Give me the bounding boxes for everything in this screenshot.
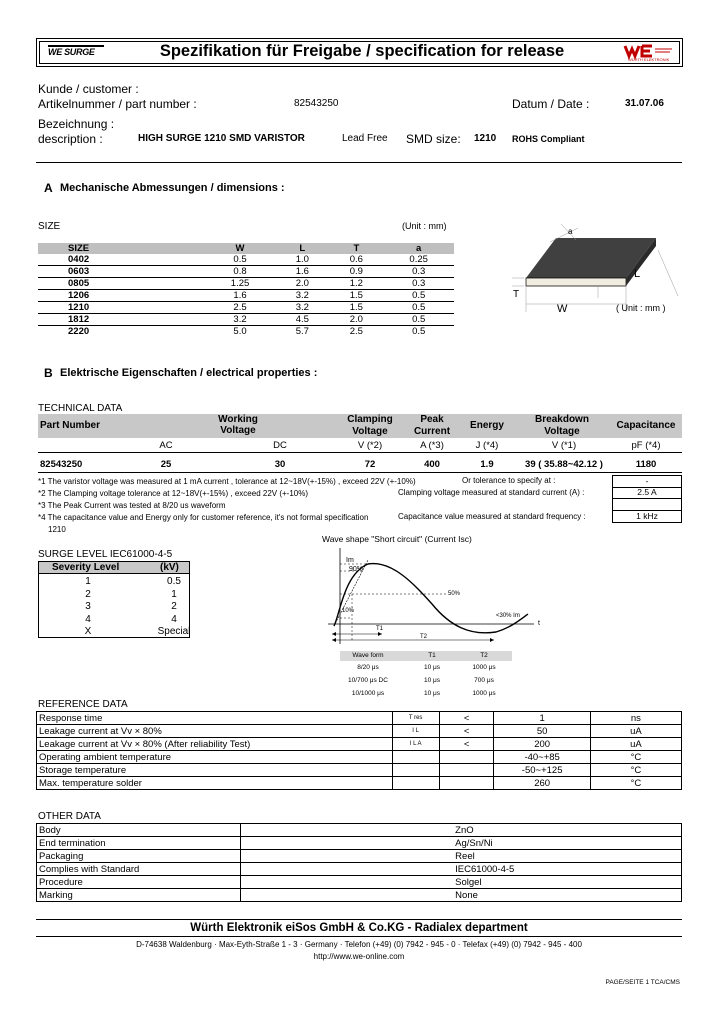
dim-cell: 1.25 [205,278,276,290]
unit-label: (Unit : mm) [402,221,447,231]
right-note-label: Clamping voltage measured at standard current (A) : [398,488,585,497]
lead-free-text: Lead Free [342,133,388,144]
date-label: Datum / Date : [512,97,590,111]
reference-cell: 260 [494,777,590,790]
tech-value-cell: 82543250 [40,459,83,470]
dim-cell: 1210 [38,302,205,314]
rohs-text: ROHS Compliant [512,134,585,144]
tech-units-line [38,452,682,453]
wave-30im: <30% Im [496,613,520,619]
reference-row [37,751,682,764]
tech-note: *4 The capacitance value and Energy only for customer reference, it's not formal specification [38,513,369,522]
section-a-letter: A [44,181,53,195]
surge-level-cell: 3 [85,601,91,612]
reference-cell: Response time [37,712,393,725]
hdr-working-voltage: Working Voltage [218,414,258,436]
hdr-peak-current: Peak Current [413,414,451,437]
dim-cell: 2.5 [329,326,383,338]
dim-header: SIZE [38,243,205,254]
reference-cell: -50~+125 [494,764,590,777]
dim-cell: 1206 [38,290,205,302]
wave-table-cell: 10/1000 μs [351,690,385,697]
tech-unit-cell: A (*3) [420,440,444,451]
dim-header: T [329,243,383,254]
wave-t1: T1 [376,626,384,632]
dim-header: a [383,243,454,254]
reference-cell: uA [590,725,681,738]
reference-cell: < [439,738,494,751]
wave-t: t [538,620,540,627]
reference-cell: < [439,725,494,738]
date-value: 31.07.06 [625,98,664,109]
dim-cell: 4.5 [275,314,329,326]
separator [36,162,682,163]
surge-hdr-kv: (kV) [160,562,179,573]
tech-unit-cell: DC [273,440,287,451]
part-number-label: Artikelnummer / part number : [38,97,197,111]
other-label-cell: Procedure [37,876,241,889]
dim-header: L [275,243,329,254]
other-row [37,876,682,889]
reference-row [37,725,682,738]
surge-level-label: SURGE LEVEL IEC61000-4-5 [38,549,173,560]
other-table [36,823,682,902]
dim-t-label: T [513,289,520,300]
tech-unit-cell: pF (*4) [631,440,661,451]
surge-level-cell: 1 [85,576,91,587]
reference-cell: °C [590,751,681,764]
footer-separator [36,919,682,920]
wave-50: 50% [448,591,461,597]
wave-table-cell: 10 μs [423,664,441,671]
right-note-label: Capacitance value measured at standard frequency : [398,512,586,521]
wave-table-cell: 1000 μs [472,690,496,697]
other-data-label: OTHER DATA [38,811,101,822]
smd-size-label: SMD size: [406,132,461,146]
dim-l-label: L [634,268,641,280]
dim-cell: 1.2 [329,278,383,290]
reference-table [36,711,682,790]
reference-cell: Storage temperature [37,764,393,777]
hdr-breakdown-voltage: Breakdown Voltage [535,414,589,437]
dim-cell: 1.5 [329,290,383,302]
surge-hdr-level: Severity Level [52,562,120,573]
surge-kv-cell: 0.5 [167,576,181,587]
reference-row [37,777,682,790]
section-b-letter: B [44,366,53,380]
tech-value-cell: 30 [274,459,286,470]
dim-cell: 1.0 [295,254,309,265]
other-value-cell: None [241,889,682,902]
dim-row [38,314,454,326]
footer-company: Würth Elektronik eiSos GmbH & Co.KG - Radialex department [190,922,528,934]
dim-cell: 0.5 [383,290,454,302]
tech-unit-cell: V (*2) [357,440,383,451]
wave-90: 90% [349,566,364,573]
hdr-capacitance: Capacitance [616,420,676,431]
part-number-value: 82543250 [294,98,339,109]
wave-table-header: T2 [480,652,488,659]
page-info: PAGE/SEITE 1 TCA/CMS [605,979,680,986]
dim-w-label: W [557,303,568,315]
other-value-cell: Ag/Sn/Ni [241,837,682,850]
right-note-value [612,499,682,511]
surge-kv-cell: 1 [171,588,177,600]
reference-cell: Leakage current at Vv × 80% [37,725,393,738]
tech-value-cell: 1180 [635,459,657,470]
dim-cell: 0.6 [349,254,363,265]
dim-cell: 5.7 [275,326,329,338]
reference-row [37,712,682,725]
tech-value-cell: 1.9 [480,459,494,470]
tech-unit-cell: J (*4) [475,440,499,451]
reference-row [37,764,682,777]
right-note-value: - [612,475,682,488]
wave-10: 10% [342,608,355,614]
footer-separator [36,936,682,937]
dim-cell: 5.0 [205,326,276,338]
dim-cell: 0.5 [383,302,454,314]
dim-cell: 0.3 [383,266,454,278]
dim-cell: 0402 [68,254,90,265]
dim-cell: 0.5 [383,326,454,338]
reference-cell: 50 [494,725,590,738]
footer-url[interactable]: http://www.we-online.com [313,952,405,961]
other-row [37,889,682,902]
tech-unit-cell: AC [159,440,173,451]
right-note-value: 2.5 A [612,487,682,499]
other-row [37,824,682,837]
dim-cell: 1.6 [205,290,276,302]
reference-cell [439,751,494,764]
reference-cell [392,764,439,777]
surge-kv-cell: 4 [171,613,177,625]
reference-cell: ns [590,712,681,725]
dim-cell: 3.2 [205,314,276,326]
dim-cell: 3.2 [275,302,329,314]
dim-cell: 0603 [38,266,205,278]
wave-table-cell: 10 μs [423,690,441,697]
reference-cell: °C [590,764,681,777]
tech-value-cell: 72 [364,459,376,470]
section-b-title: Elektrische Eigenschaften / electrical properties : [60,367,318,379]
tech-values-line [38,472,682,473]
surge-kv-cell: Special [157,626,191,637]
other-label-cell: Marking [37,889,241,902]
description-label: description : [38,132,103,146]
description-value: HIGH SURGE 1210 SMD VARISTOR [138,133,305,144]
other-label-cell: Body [37,824,241,837]
dim-row [38,254,454,266]
dim-cell: 1.5 [329,302,383,314]
wave-table-cell: 8/20 μs [357,664,379,671]
reference-cell: 200 [494,738,590,751]
tech-note: *1 The varistor voltage was measured at 1 mA current , tolerance at 12~18V(+-15%) , exceed 22V (+-10%) [38,477,416,486]
surge-level-cell: 4 [85,613,91,625]
tech-note: *3 The Peak Current was tested at 8/20 us waveform [38,501,226,510]
reference-data-label: REFERENCE DATA [38,699,128,710]
wave-im: Im [346,557,354,564]
drawing-unit-label: ( Unit : mm ) [616,303,666,313]
surge-level-cell: X [84,626,92,637]
reference-cell: Leakage current at Vv × 80% (After reliability Test) [37,738,393,751]
dim-cell: 1812 [38,314,205,326]
tech-value-cell: 400 [424,459,440,470]
reference-cell: -40~+85 [494,751,590,764]
tech-value-cell: 39 ( 35.88~42.12 ) [525,459,603,470]
dim-cell: 2.0 [329,314,383,326]
tech-note: *2 The Clamping voltage tolerance at 12~18V(+-15%) , exceed 22V (+-10%) [38,489,309,498]
tech-note: 1210 [48,525,66,534]
wave-table-cell: 10/700 μs DC [348,677,388,684]
right-note-value: 1 kHz [612,511,682,523]
wave-title: Wave shape "Short circuit" (Current Isc) [322,534,472,544]
reference-cell: Max. temperature solder [37,777,393,790]
dim-row [38,326,454,338]
other-label-cell: Packaging [37,850,241,863]
wave-table-cell: 700 μs [474,677,494,684]
dim-cell: 1.6 [275,266,329,278]
reference-cell: T res [392,712,439,725]
other-value-cell: IEC61000-4-5 [241,863,682,876]
reference-cell: I L A [392,738,439,751]
reference-cell: °C [590,777,681,790]
dim-row [38,290,454,302]
wave-table-cell: 10 μs [423,677,441,684]
reference-row [37,738,682,751]
dimensions-table [38,243,454,337]
dim-a-label: a [568,227,573,236]
other-label-cell: End termination [37,837,241,850]
size-label: SIZE [38,221,61,232]
dim-cell: 2.5 [205,302,276,314]
wave-table-header: Wave form [352,652,384,659]
wave-table-cell: 1000 μs [472,664,496,671]
hdr-part-number: Part Number [40,420,101,431]
hdr-clamping-voltage: Clamping Voltage [347,414,393,437]
reference-cell [392,751,439,764]
other-value-cell: ZnO [241,824,682,837]
wave-t2: T2 [420,634,428,640]
reference-cell: < [439,712,494,725]
dim-cell: 2.0 [275,278,329,290]
smd-size-value: 1210 [474,133,497,144]
wave-table-header: T1 [428,652,436,659]
designation-label: Bezeichnung : [38,117,115,131]
tech-value-cell: 25 [160,459,172,470]
tech-unit-cell: V (*1) [551,440,577,451]
dim-row [38,278,454,290]
other-label-cell: Complies with Standard [37,863,241,876]
other-value-cell: Reel [241,850,682,863]
dim-header: W [205,243,276,254]
reference-cell [439,764,494,777]
reference-cell [392,777,439,790]
reference-cell: I L [392,725,439,738]
dim-cell: 0.25 [409,254,428,265]
dim-cell: 0.8 [205,266,276,278]
section-a-title: Mechanische Abmessungen / dimensions : [60,182,285,194]
other-row [37,837,682,850]
logo-subtext: WÜRTH ELEKTRONIK [628,57,670,62]
page-title: Spezifikation für Freigabe / specification for release [159,42,565,60]
surge-kv-cell: 2 [171,601,177,612]
dim-cell: 0.5 [233,254,247,265]
right-note-label: Or tolerance to specify at : [462,476,556,485]
dim-row [38,302,454,314]
brand-logo: WE SURGE [48,45,104,57]
customer-label: Kunde / customer : [38,82,139,96]
other-row [37,850,682,863]
dim-row [38,266,454,278]
footer-address: D-74638 Waldenburg · Max-Eyth-Straße 1 - 3 · Germany · Telefon (+49) (0) 7942 - 945 - 0 · Telefax (+49) (0) 7942 - 945 - 400 [136,940,582,949]
reference-cell: uA [590,738,681,751]
reference-cell [439,777,494,790]
other-value-cell: Solgel [241,876,682,889]
technical-data-label: TECHNICAL DATA [38,403,123,414]
dim-cell: 0.9 [329,266,383,278]
dim-cell: 3.2 [275,290,329,302]
hdr-energy: Energy [470,420,504,431]
dim-cell: 0805 [38,278,205,290]
reference-cell: Operating ambient temperature [37,751,393,764]
reference-cell: 1 [494,712,590,725]
surge-level-cell: 2 [85,588,91,600]
dim-cell: 2220 [38,326,205,338]
dim-cell: 0.3 [383,278,454,290]
dim-cell: 0.5 [383,314,454,326]
other-row [37,863,682,876]
waveform-chart [322,544,544,646]
